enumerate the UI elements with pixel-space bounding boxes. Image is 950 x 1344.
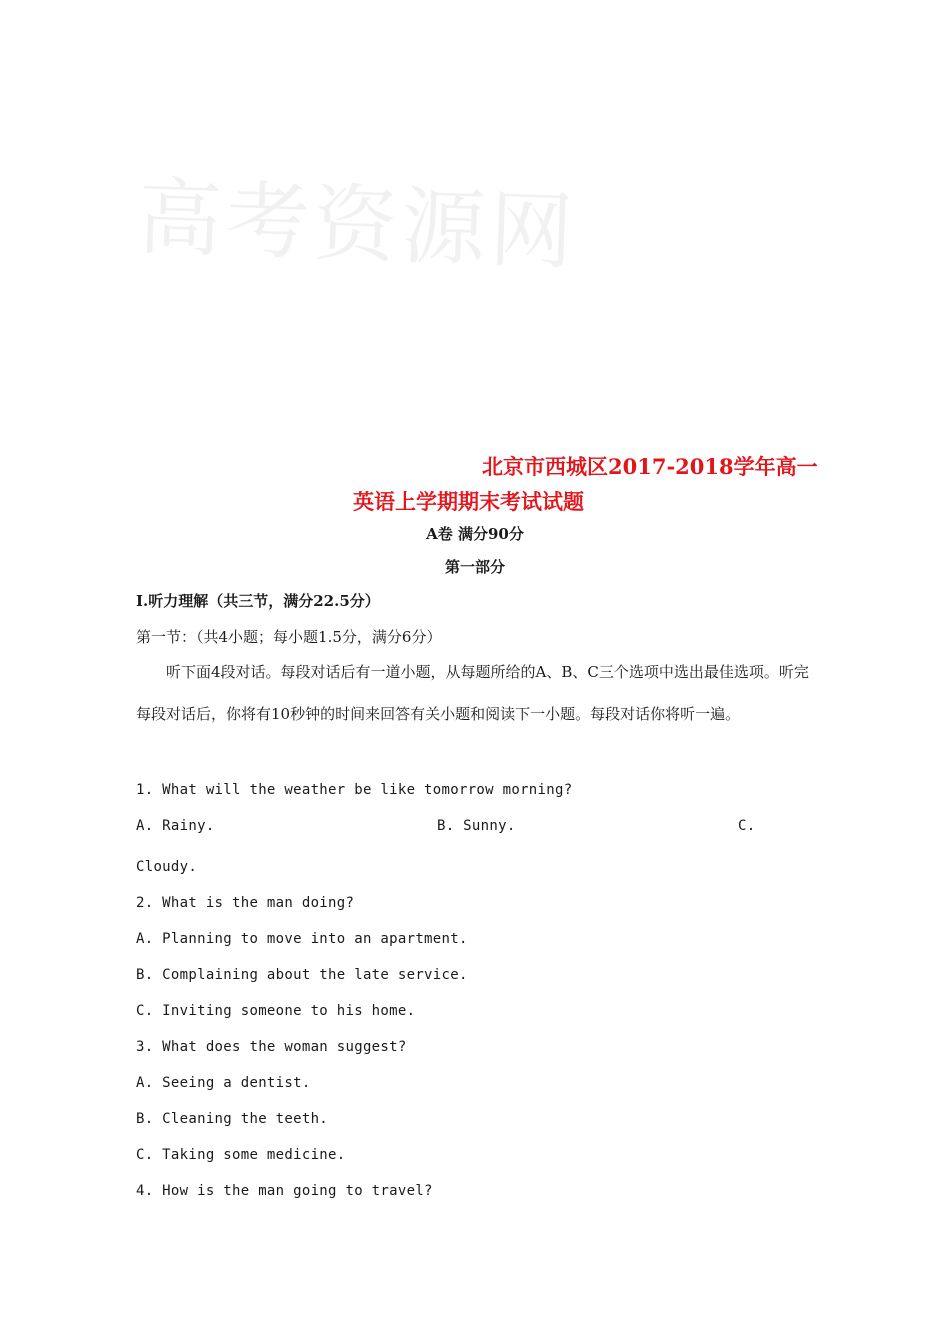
document-title-line-1: 北京市西城区2017-2018学年高一	[482, 454, 818, 479]
question-stem: 2. What is the man doing?	[136, 895, 355, 911]
subsection-heading: 第一节：（共4小题；每小题1.5分，满分6分）	[136, 628, 442, 646]
document-title-line-2: 英语上学期期末考试试题	[353, 489, 584, 514]
watermark-logo: 高考资源网	[135, 167, 580, 282]
section-heading: I.听力理解（共三节，满分22.5分）	[136, 592, 380, 610]
question-option: C. Taking some medicine.	[136, 1147, 346, 1163]
question-option: B. Cleaning the teeth.	[136, 1111, 329, 1127]
question-option: C.	[738, 818, 756, 834]
paper-info: A卷 满分90分	[426, 525, 524, 543]
question-option-continued: Cloudy.	[136, 859, 198, 875]
question-option: B. Sunny.	[437, 818, 516, 834]
question-option: A. Seeing a dentist.	[136, 1075, 311, 1091]
question-option: B. Complaining about the late service.	[136, 967, 468, 983]
question-option: A. Rainy.	[136, 818, 215, 834]
question-stem: 1. What will the weather be like tomorrow morning?	[136, 782, 573, 798]
part-title: 第一部分	[444, 558, 505, 576]
instructions-paragraph: 听下面4段对话。每段对话后有一道小题，从每题所给的A、B、C三个选项中选出最佳选项。听完每段对话后，你将有10秒钟的时间来回答有关小题和阅读下一小题。每段对话你将听一遍。	[136, 663, 809, 723]
question-stem: 3. What does the woman suggest?	[136, 1039, 407, 1055]
question-stem: 4. How is the man going to travel?	[136, 1183, 433, 1199]
question-option: A. Planning to move into an apartment.	[136, 931, 468, 947]
question-option: C. Inviting someone to his home.	[136, 1003, 416, 1019]
